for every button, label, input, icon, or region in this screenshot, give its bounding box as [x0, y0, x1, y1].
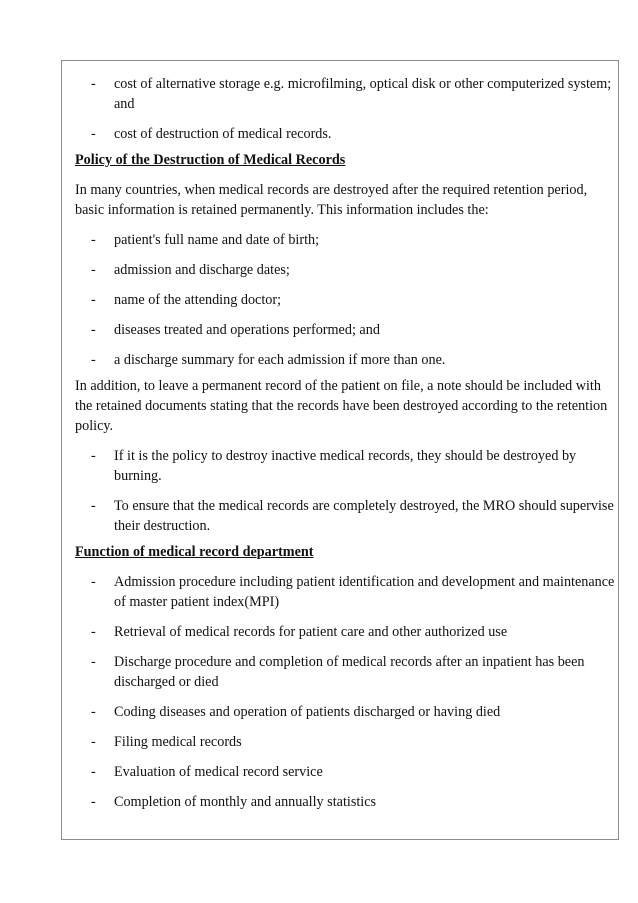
dash-marker: -	[91, 126, 96, 142]
list-item	[75, 572, 615, 612]
list-item	[75, 622, 615, 642]
list-item-text: admission and discharge dates;	[114, 262, 290, 278]
list-item-text: If it is the policy to destroy inactive medical records, they should be destroyed by burning.	[114, 448, 577, 484]
list-item-text: cost of destruction of medical records.	[114, 126, 332, 142]
dash-marker: -	[91, 498, 96, 514]
list-item	[75, 74, 615, 114]
list-item	[75, 290, 615, 310]
top-bullet-list	[75, 74, 615, 144]
policy-heading: Policy of the Destruction of Medical Records	[75, 152, 346, 168]
list-item-text: Coding diseases and operation of patients discharged or having died	[114, 704, 501, 720]
dash-marker: -	[91, 654, 96, 670]
list-item	[75, 124, 615, 144]
list-item	[75, 792, 615, 812]
list-item	[75, 260, 615, 280]
retained-info-list	[75, 230, 615, 370]
function-list	[75, 572, 615, 812]
policy-intro: In many countries, when medical records are destroyed after the required retention period, basic information is retained permanently. This information includes the:	[75, 182, 588, 218]
list-item	[75, 230, 615, 250]
dash-marker: -	[91, 448, 96, 464]
list-item-text: cost of alternative storage e.g. microfilming, optical disk or other computerized system; and	[114, 76, 612, 112]
list-item	[75, 320, 615, 340]
document-body	[75, 74, 615, 822]
list-item-text: Completion of monthly and annually statistics	[114, 794, 377, 810]
function-heading: Function of medical record department	[75, 544, 314, 560]
list-item	[75, 762, 615, 782]
dash-marker: -	[91, 764, 96, 780]
dash-marker: -	[91, 262, 96, 278]
list-item-text: diseases treated and operations performed; and	[114, 322, 380, 338]
dash-marker: -	[91, 794, 96, 810]
list-item-text: Filing medical records	[114, 734, 242, 750]
list-item	[75, 732, 615, 752]
list-item-text: Retrieval of medical records for patient care and other authorized use	[114, 624, 508, 640]
dash-marker: -	[91, 704, 96, 720]
list-item-text: To ensure that the medical records are completely destroyed, the MRO should supervise their destruction.	[114, 498, 614, 534]
dash-marker: -	[91, 322, 96, 338]
list-item	[75, 496, 615, 536]
policy-addition: In addition, to leave a permanent record of the patient on file, a note should be included with the retained documents stating that the records have been destroyed according to the retention policy.	[75, 378, 608, 434]
list-item-text: a discharge summary for each admission if more than one.	[114, 352, 446, 368]
destruction-rules-list	[75, 446, 615, 536]
dash-marker: -	[91, 574, 96, 590]
list-item	[75, 652, 615, 692]
dash-marker: -	[91, 352, 96, 368]
list-item-text: patient's full name and date of birth;	[114, 232, 320, 248]
list-item-text: Evaluation of medical record service	[114, 764, 323, 780]
dash-marker: -	[91, 734, 96, 750]
list-item	[75, 446, 615, 486]
list-item-text: Discharge procedure and completion of medical records after an inpatient has been discharged or died	[114, 654, 585, 690]
dash-marker: -	[91, 232, 96, 248]
list-item-text: name of the attending doctor;	[114, 292, 282, 308]
list-item	[75, 350, 615, 370]
list-item-text: Admission procedure including patient identification and development and maintenance of master patient index(MPI)	[114, 574, 615, 610]
dash-marker: -	[91, 76, 96, 92]
dash-marker: -	[91, 624, 96, 640]
dash-marker: -	[91, 292, 96, 308]
list-item	[75, 702, 615, 722]
